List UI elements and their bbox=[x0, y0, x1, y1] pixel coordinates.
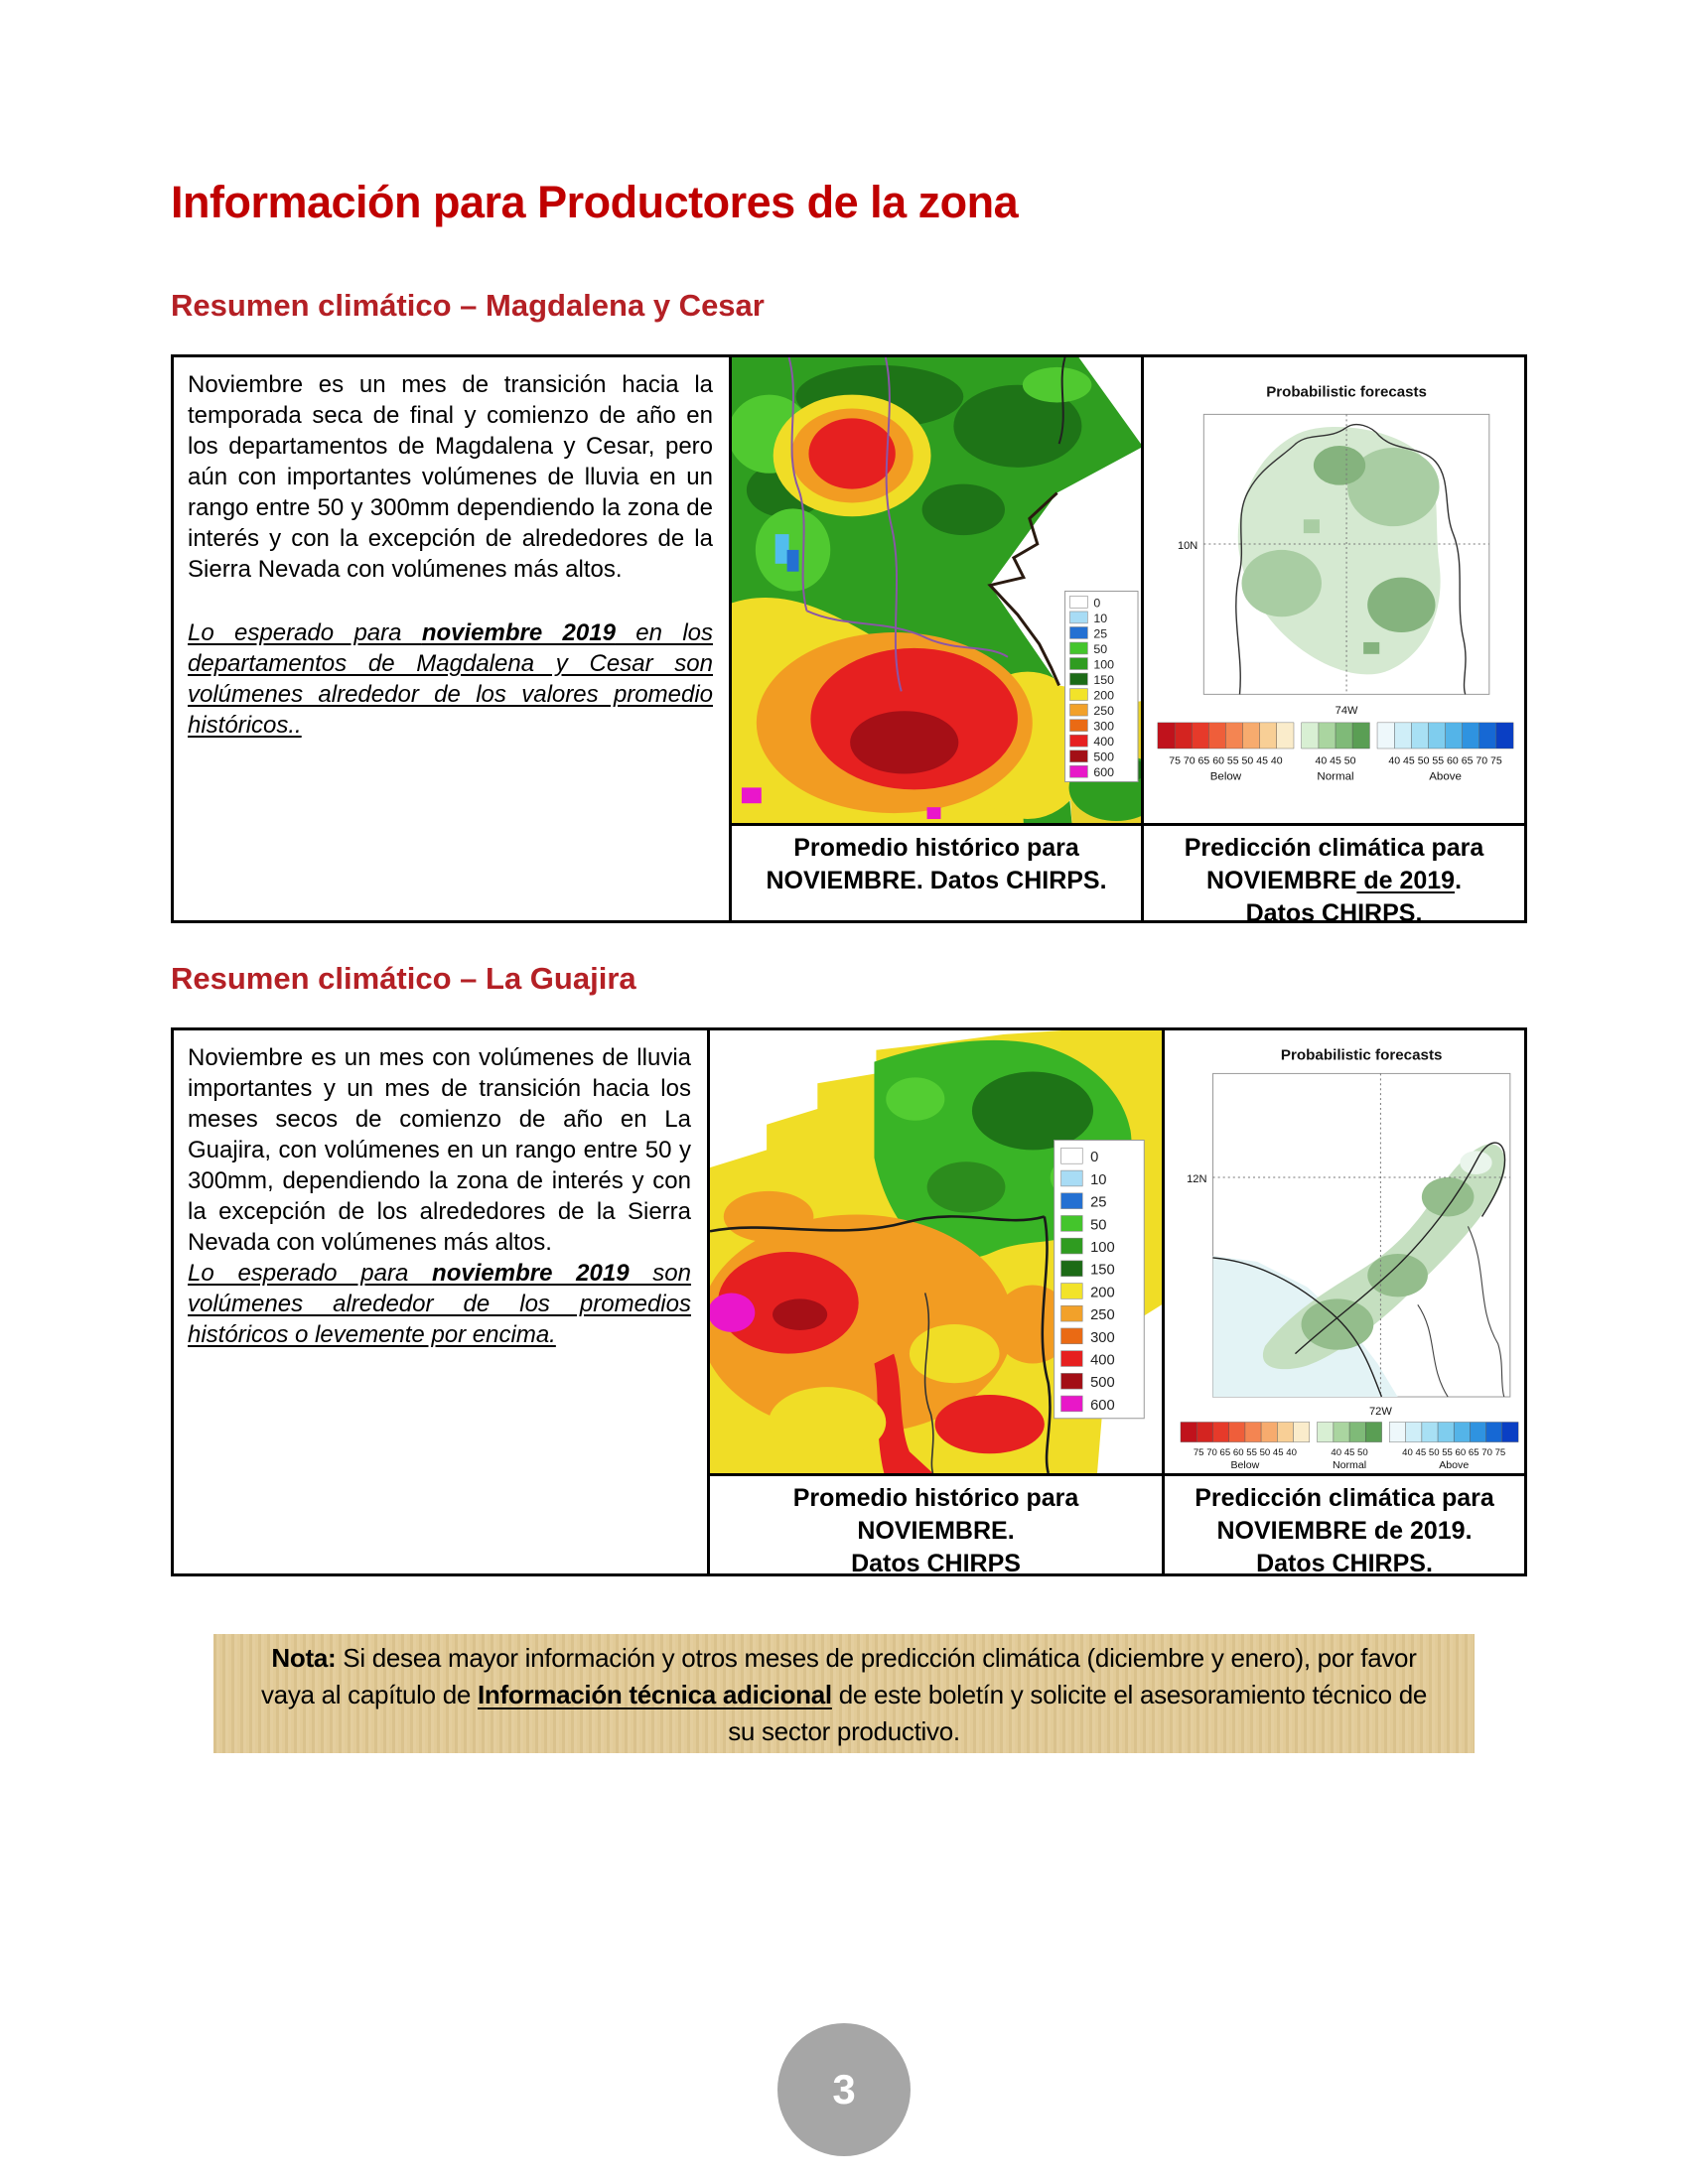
page-number-badge bbox=[777, 2023, 911, 2156]
svg-text:250: 250 bbox=[1093, 704, 1115, 719]
svg-text:10: 10 bbox=[1090, 1171, 1107, 1188]
rainfall-map-image bbox=[732, 357, 1141, 823]
chirps-historical-map-magdalena bbox=[732, 357, 1144, 823]
svg-text:500: 500 bbox=[1093, 750, 1115, 764]
svg-text:150: 150 bbox=[1093, 673, 1115, 687]
svg-text:Probabilistic forecasts: Probabilistic forecasts bbox=[1266, 383, 1427, 401]
svg-text:Below: Below bbox=[1230, 1460, 1260, 1472]
svg-text:Normal: Normal bbox=[1317, 770, 1354, 783]
climate-summary-text-guajira bbox=[174, 1030, 710, 1573]
section-heading-magdalena-cesar: Resumen climático – Magdalena y Cesar bbox=[171, 288, 765, 323]
svg-text:Below: Below bbox=[1209, 770, 1242, 783]
probability-legend bbox=[1181, 1423, 1518, 1471]
caption-prediction-guajira: Predicción climática para NOVIEMBRE de 2019. Datos CHIRPS. bbox=[1165, 1473, 1524, 1573]
svg-text:25: 25 bbox=[1090, 1194, 1107, 1211]
svg-text:0: 0 bbox=[1093, 596, 1101, 611]
svg-text:100: 100 bbox=[1090, 1239, 1115, 1257]
rainfall-scale-legend bbox=[1055, 1141, 1145, 1419]
probabilistic-forecast-map-magdalena bbox=[1144, 357, 1524, 823]
expected-forecast-paragraph: Lo esperado para noviembre 2019 en los departamentos de Magdalena y Cesar son volúmenes alrededor de los valores promedio históricos.. bbox=[188, 619, 713, 739]
svg-text:72W: 72W bbox=[1368, 1405, 1392, 1418]
caption-historical-guajira: Promedio histórico para NOVIEMBRE. Datos CHIRPS bbox=[710, 1473, 1165, 1573]
svg-text:600: 600 bbox=[1090, 1397, 1115, 1414]
svg-text:500: 500 bbox=[1090, 1375, 1115, 1392]
note-box: Nota: Si desea mayor información y otros meses de predicción climática (diciembre y enero), por favor vaya al capítulo de Información técnica adicional de este boletín y solicite el asesoramiento técnico de su sector productivo. bbox=[213, 1634, 1475, 1753]
climate-table-la-guajira bbox=[171, 1027, 1527, 1576]
additional-technical-info-link[interactable]: Información técnica adicional bbox=[478, 1680, 832, 1709]
chirps-historical-map-guajira bbox=[710, 1030, 1165, 1473]
svg-text:300: 300 bbox=[1093, 719, 1115, 734]
svg-text:100: 100 bbox=[1093, 657, 1115, 672]
svg-text:250: 250 bbox=[1090, 1307, 1115, 1324]
svg-text:Probabilistic forecasts: Probabilistic forecasts bbox=[1280, 1046, 1443, 1064]
rainfall-map-image bbox=[710, 1030, 1162, 1473]
section-heading-la-guajira: Resumen climático – La Guajira bbox=[171, 961, 636, 996]
svg-text:0: 0 bbox=[1090, 1150, 1099, 1166]
svg-text:40 45 50: 40 45 50 bbox=[1315, 755, 1356, 767]
svg-text:12N: 12N bbox=[1187, 1173, 1207, 1185]
svg-text:50: 50 bbox=[1093, 641, 1108, 656]
expected-forecast-paragraph: Lo esperado para noviembre 2019 son volúmenes alrededor de los promedios históricos o levemente por encima. bbox=[188, 1260, 692, 1348]
probabilistic-forecast-map-guajira bbox=[1165, 1030, 1524, 1473]
svg-text:Above: Above bbox=[1439, 1460, 1470, 1472]
svg-text:40 45 50 55 60 65 70 75: 40 45 50 55 60 65 70 75 bbox=[1388, 755, 1502, 767]
svg-text:10: 10 bbox=[1093, 611, 1108, 625]
page-title: Información para Productores de la zona bbox=[171, 177, 1019, 227]
svg-text:75 70 65 60 55 50 45 40: 75 70 65 60 55 50 45 40 bbox=[1169, 755, 1283, 767]
rainfall-scale-legend bbox=[1065, 591, 1138, 781]
forecast-map-image bbox=[1165, 1030, 1524, 1473]
svg-text:200: 200 bbox=[1090, 1285, 1115, 1301]
page-number: 3 bbox=[832, 2066, 856, 2113]
svg-text:25: 25 bbox=[1093, 626, 1108, 641]
svg-text:300: 300 bbox=[1090, 1329, 1115, 1346]
caption-prediction-magdalena: Predicción climática para NOVIEMBRE de 2019. Datos CHIRPS. bbox=[1144, 823, 1524, 920]
caption-historical-magdalena: Promedio histórico para NOVIEMBRE. Datos CHIRPS. bbox=[732, 823, 1144, 920]
svg-text:600: 600 bbox=[1093, 765, 1115, 780]
svg-text:Above: Above bbox=[1429, 770, 1462, 783]
svg-text:40 45 50 55 60 65 70 75: 40 45 50 55 60 65 70 75 bbox=[1402, 1447, 1506, 1459]
climate-paragraph: Noviembre es un mes de transición hacia la temporada seca de final y comienzo de año en los departamentos de Magdalena y Cesar, pero aún con importantes volúmenes de lluvia en un rango entre 50 y 300mm dependiendo la zona de interés y con la excepción de alrededores de la Sierra Nevada con volúmenes más altos. bbox=[188, 371, 713, 583]
climate-table-magdalena-cesar bbox=[171, 354, 1527, 927]
svg-text:400: 400 bbox=[1093, 735, 1115, 750]
climate-paragraph: Noviembre es un mes con volúmenes de lluvia importantes y un mes de transición hacia los meses secos de comienzo de año en La Guajira, con volúmenes en un rango entre 50 y 300mm, dependiendo la zona de interés y con la excepción de los alrededores de la Sierra Nevada con volúmenes más altos. bbox=[188, 1044, 691, 1256]
svg-text:Normal: Normal bbox=[1332, 1460, 1367, 1472]
forecast-map-image bbox=[1144, 357, 1524, 823]
climate-summary-text-magdalena bbox=[174, 357, 732, 920]
svg-text:200: 200 bbox=[1093, 688, 1115, 703]
svg-text:10N: 10N bbox=[1177, 540, 1198, 552]
svg-text:40 45 50: 40 45 50 bbox=[1331, 1447, 1368, 1459]
svg-text:150: 150 bbox=[1090, 1262, 1115, 1279]
svg-text:400: 400 bbox=[1090, 1352, 1115, 1369]
svg-text:75 70 65 60 55 50 45 40: 75 70 65 60 55 50 45 40 bbox=[1193, 1447, 1297, 1459]
svg-text:50: 50 bbox=[1090, 1217, 1107, 1234]
svg-text:74W: 74W bbox=[1335, 705, 1358, 718]
note-label: Nota: bbox=[271, 1643, 337, 1673]
